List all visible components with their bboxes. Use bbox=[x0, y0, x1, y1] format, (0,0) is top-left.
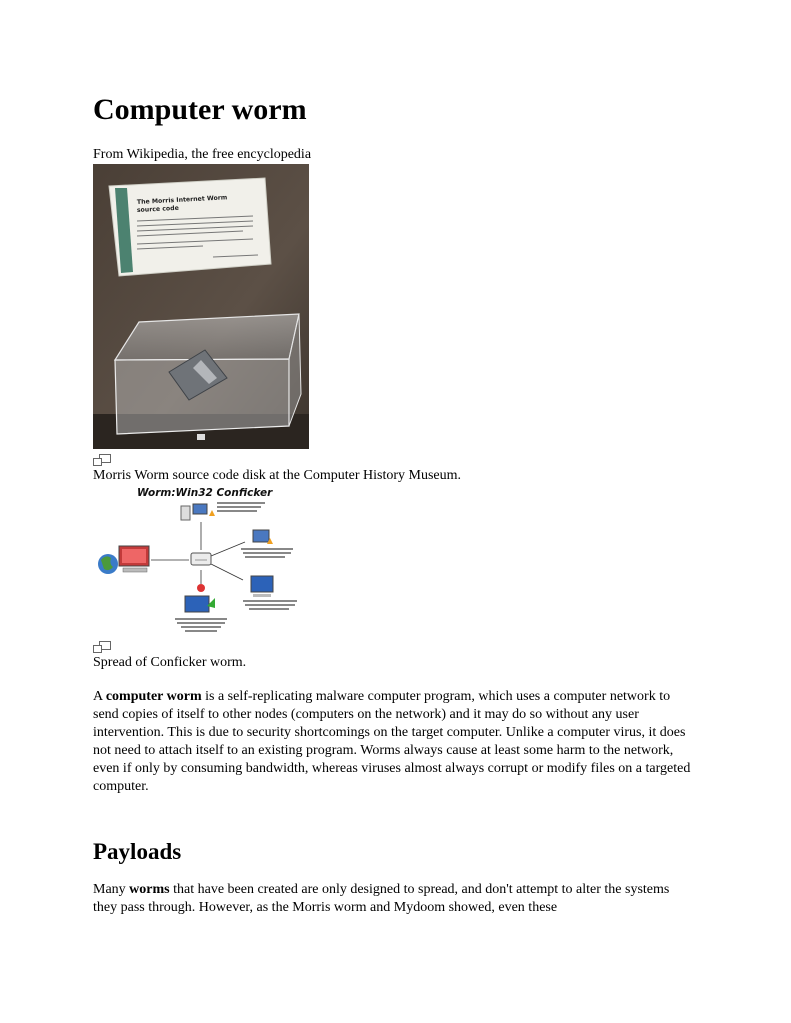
term-computer-worm: computer worm bbox=[105, 689, 202, 704]
page-title: Computer worm bbox=[93, 93, 307, 126]
section-heading-payloads: Payloads bbox=[93, 839, 182, 864]
sign-title-1: The Morris Internet Worm bbox=[136, 194, 228, 206]
magnify-clip-icon[interactable] bbox=[93, 641, 111, 653]
page-subtitle: From Wikipedia, the free encyclopedia bbox=[93, 147, 312, 162]
intro-paragraph: A computer worm is a self-replicating malware computer program, which uses a computer network to send copies of itself to other nodes (computers on the network) and it may do so without any user intervention. This is due to security shortcomings on the target computer. Unlike a computer virus, it does not need to attach itself to an existing program. Worms always cause at least some harm to the network, even if only by consuming bandwidth, whereas viruses almost always corrupt or modify files on a targeted computer. bbox=[93, 689, 691, 794]
conficker-diagram[interactable] bbox=[93, 484, 309, 636]
term-worms: worms bbox=[129, 882, 170, 897]
sign-title-2: source code bbox=[136, 204, 180, 214]
morris-worm-photo[interactable] bbox=[93, 164, 309, 449]
payloads-paragraph: Many worms that have been created are only designed to spread, and don't attempt to alter the systems they pass through. However, as the Morris worm and Mydoom showed, even these bbox=[93, 882, 670, 915]
figure1-caption: Morris Worm source code disk at the Computer History Museum. bbox=[93, 468, 462, 483]
diagram-title: Worm:Win32 Conficker bbox=[137, 487, 273, 499]
magnify-clip-icon[interactable] bbox=[93, 454, 111, 466]
figure2-caption: Spread of Conficker worm. bbox=[93, 655, 247, 670]
